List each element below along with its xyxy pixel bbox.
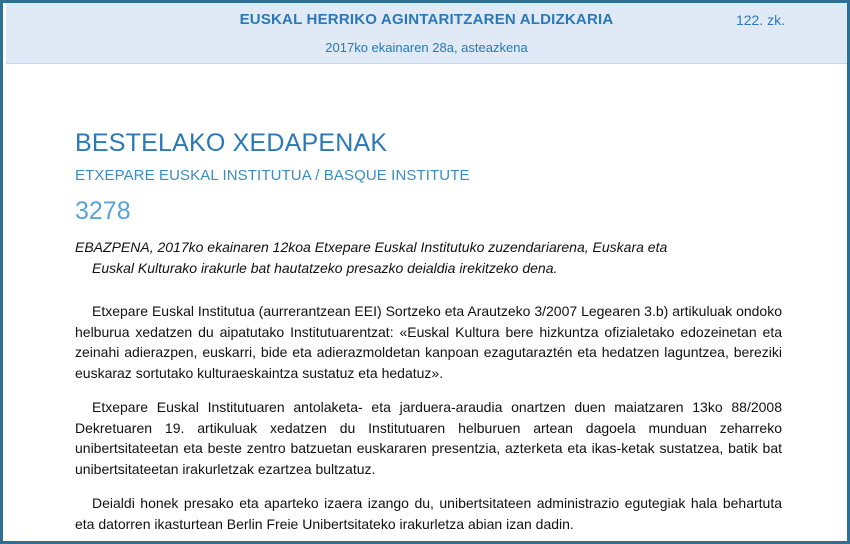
resolution-heading-line-2: Euskal Kulturako irakurle bat hautatzeko presazko deialdia irekitzeko dena. — [92, 260, 558, 276]
paragraph: Etxepare Euskal Institutuaren antolaketa- eta jarduera-araudia onartzen duen maiatzaren 13ko 88/2008 Dekretuaren 19. artikuluak xedatzen du Institutuaren helburuen artean dagoela munduan zeharreko unibertsitateetan eta beste zentro batzuetan euskararen presentzia, azterketa eta ikas-ketak sustatzea, batik bat unibertsitateetan irakurletzak ezartzea bultzatuz. — [75, 399, 782, 477]
institute-name: ETXEPARE EUSKAL INSTITUTUA / BASQUE INSTITUTE — [75, 167, 470, 184]
document-body — [75, 127, 782, 534]
issue-date: 2017ko ekainaren 28a, asteazkena — [325, 40, 528, 55]
resolution-heading — [75, 237, 782, 279]
resolution-heading-line-1: EBAZPENA, 2017ko ekainaren 12koa Etxepare Euskal Institutuko zuzendariarena, Euskara eta — [75, 239, 668, 255]
bulletin-title: EUSKAL HERRIKO AGINTARITZAREN ALDIZKARIA — [239, 11, 614, 28]
bulletin-header — [6, 3, 847, 64]
paragraph: Deialdi honek presako eta aparteko izaera izango du, unibertsitateen administrazio egutegiak hala behartuta eta datorren ikasturtean Berlin Freie Unibertsitateko irakurletza abian izan dadin. — [75, 495, 782, 532]
issue-number: 122. zk. — [735, 12, 785, 28]
section-title: BESTELAKO XEDAPENAK — [75, 129, 388, 157]
document-number: 3278 — [75, 197, 131, 225]
paragraph: Etxepare Euskal Institutua (aurrerantzean EEI) Sortzeko eta Arautzeko 3/2007 Legearen 3.b) artikuluak ondoko helburua xedatzen du aipatutako Institutuarentzat: «Euskal Kultura bere hizkuntza ofizialetako edozeinetan eta zeinahi adierazpen, euskarri, bide eta adierazmoldetan kanpoan ezagutaraztén eta hedatzen laguntzea, bereziki euskaraz sortutako kulturaeskaintza sustatuz eta hedatuz». — [75, 303, 782, 381]
